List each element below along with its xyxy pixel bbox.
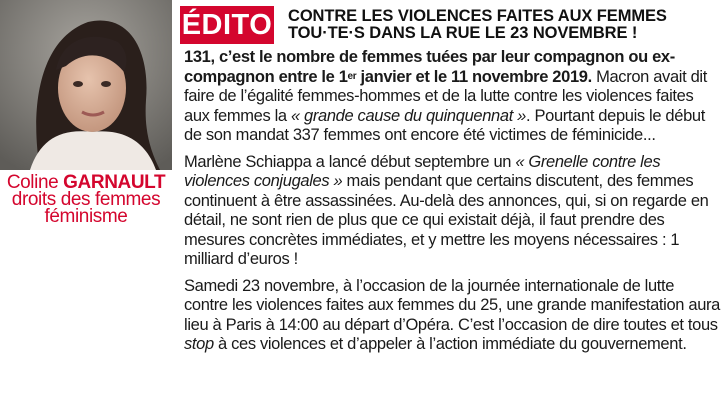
lead-text-a: 131, c’est le nombre de femmes tuées par leur compagnon ou ex-compagnon entre le 1 (184, 48, 675, 86)
p1-text-b: . Pourtant depuis le début de son mandat 337 femmes ont encore été victimes de féminicide... (184, 106, 705, 144)
paragraph-2 (184, 153, 720, 270)
edito-badge: ÉDITO (180, 6, 274, 44)
headline (288, 8, 724, 42)
p3-stop-word: stop (184, 335, 214, 353)
paragraph-3 (184, 277, 720, 355)
ordinal-superscript: er (347, 70, 357, 82)
p1-quote: « grande cause du quinquennat » (290, 106, 527, 125)
paragraph-1 (184, 48, 720, 146)
author-caption (0, 174, 172, 225)
headline-line2: TOU·TE·S DANS LA RUE LE 23 NOVEMBRE ! (288, 24, 638, 42)
author-photo (0, 0, 172, 170)
p2-text-a: Marlène Schiappa a lancé début septembre un (184, 152, 516, 171)
author-first-name: Coline (6, 172, 59, 193)
lead-text-b: janvier et le 11 novembre 2019. (356, 67, 592, 86)
portrait-image (0, 0, 172, 170)
p3-text-a: Samedi 23 novembre, à l’occasion de la journée internationale de lutte contre les violences faites aux femmes du 25, une grande manifestation aura lieu à Paris à 14:00 au départ d’Opéra. C’est l’occasion de dire toutes et tous (184, 276, 720, 334)
headline-line1: CONTRE LES VIOLENCES FAITES AUX FEMMES (288, 7, 667, 25)
p1-text-a: Macron avait dit faire de l’égalité femmes-hommes et de la lutte contre les violences faites aux femmes la (184, 67, 707, 125)
article-body (184, 48, 720, 362)
p2-text-b: mais pendant que certains discutent, des femmes continuent à être assassinées. Au-delà des annonces, qui, si on regarde en détail, ne sont rien de plus que ce qui existait déjà, il faut prendre des mesures concrètes immédiates, et y mettre les moyens nécessaires : 1 milliard d’euros ! (184, 172, 709, 268)
author-role-line2: féminisme (44, 206, 128, 227)
author-last-name: GARNAULT (63, 172, 166, 193)
p2-quote: « Grenelle contre les violences conjugales » (184, 152, 661, 190)
author-role-line1: droits des femmes (11, 189, 161, 210)
p3-text-b: à ces violences et d’appeler à l’action immédiate du gouvernement. (213, 335, 687, 353)
